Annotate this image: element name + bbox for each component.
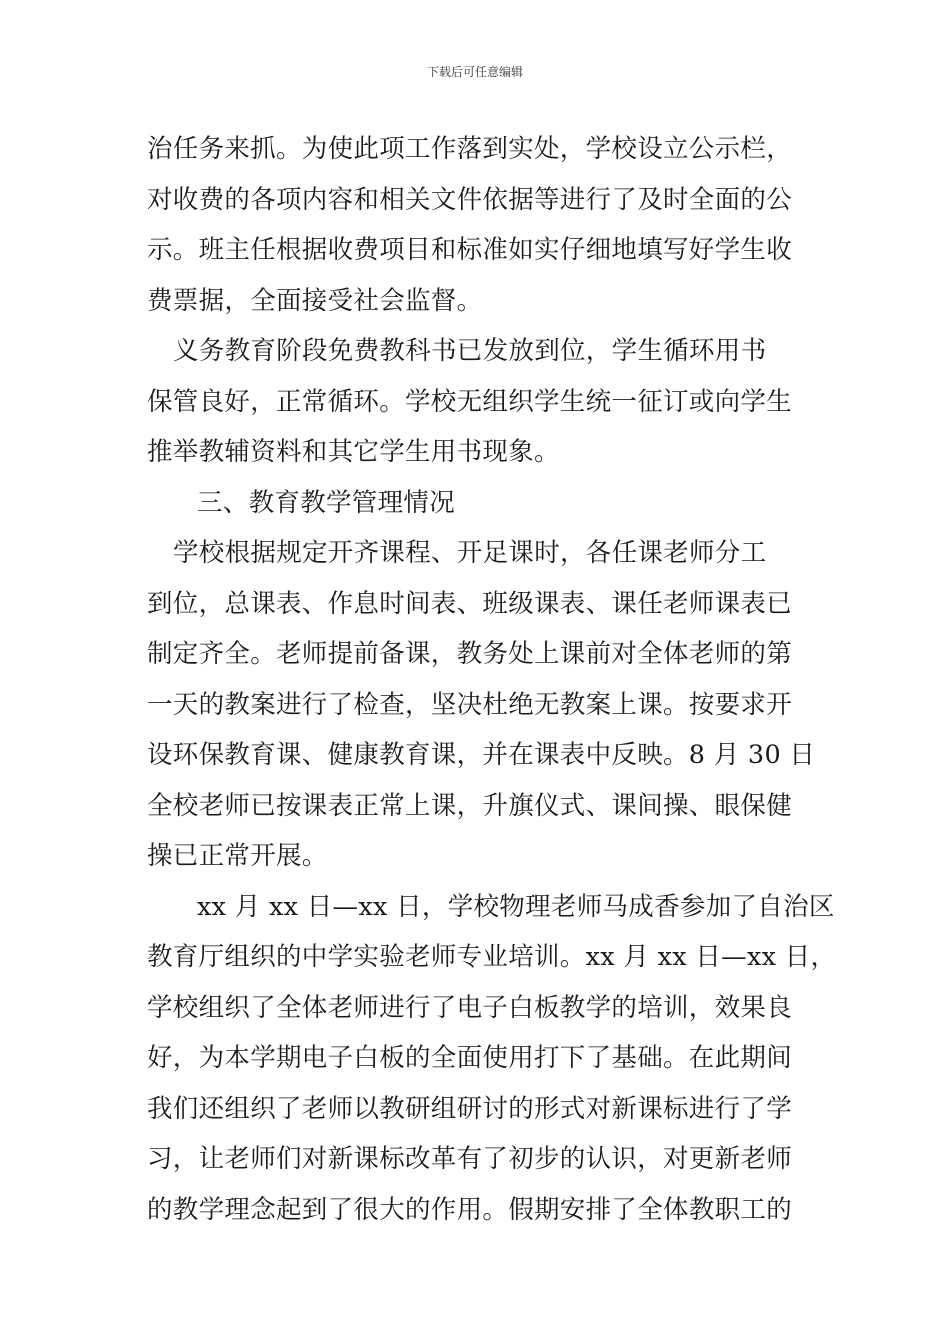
paragraph-teaching-management	[147, 528, 816, 882]
text-line: 习，让老师们对新课标改革有了初步的认识，对更新老师	[147, 1144, 793, 1174]
section-title: 三、教育教学管理情况	[197, 487, 456, 518]
text-line: 治任务来抓。为使此项工作落到实处，学校设立公示栏，	[147, 134, 793, 164]
text-line: 到位，总课表、作息时间表、班级课表、课任老师课表已	[147, 588, 793, 619]
paragraph-fee-disclosure	[147, 124, 807, 326]
text-line: 保管良好，正常循环。学校无组织学生统一征订或向学生	[147, 386, 793, 417]
text-line: 示。班主任根据收费项目和标准如实仔细地填写好学生收	[147, 235, 793, 265]
text-line: 费票据，全面接受社会监督。	[147, 285, 483, 316]
text-line: 学校组织了全体老师进行了电子白板教学的培训，效果良	[147, 992, 793, 1023]
paragraph-teacher-training	[147, 882, 837, 1236]
text-line: 一天的教案进行了检查，坚决杜绝无教案上课。按要求开	[147, 689, 793, 720]
text-line: xx 月 xx 日—xx 日，学校物理老师马成香参加了自治区	[197, 891, 835, 922]
text-line: 推举教辅资料和其它学生用书现象。	[147, 437, 560, 467]
document-body	[147, 124, 837, 1235]
text-line: 对收费的各项内容和相关文件依据等进行了及时全面的公	[147, 184, 793, 215]
text-line: 我们还组织了老师以教研组研讨的形式对新课标进行了学	[147, 1093, 793, 1124]
paragraph-textbooks	[147, 326, 807, 478]
page-header: 下载后可任意编辑	[426, 65, 523, 79]
text-line: 全校老师已按课表正常上课，升旗仪式、课间操、眼保健	[147, 790, 793, 821]
text-line: 教育厅组织的中学实验老师专业培训。xx 月 xx 日—xx 日，	[147, 942, 837, 972]
text-line: 的教学理念起到了很大的作用。假期安排了全体教职工的	[147, 1194, 793, 1225]
section-heading	[147, 478, 807, 529]
text-line: 义务教育阶段免费教科书已发放到位，学生循环用书	[173, 336, 767, 366]
text-line: 操已正常开展。	[147, 841, 328, 871]
text-line: 设环保教育课、健康教育课，并在课表中反映。8 月 30 日	[147, 740, 816, 770]
text-line: 好，为本学期电子白板的全面使用打下了基础。在此期间	[147, 1043, 793, 1073]
text-line: 学校根据规定开齐课程、开足课时，各任课老师分工	[173, 538, 767, 568]
text-line: 制定齐全。老师提前备课，教务处上课前对全体老师的第	[147, 639, 793, 669]
